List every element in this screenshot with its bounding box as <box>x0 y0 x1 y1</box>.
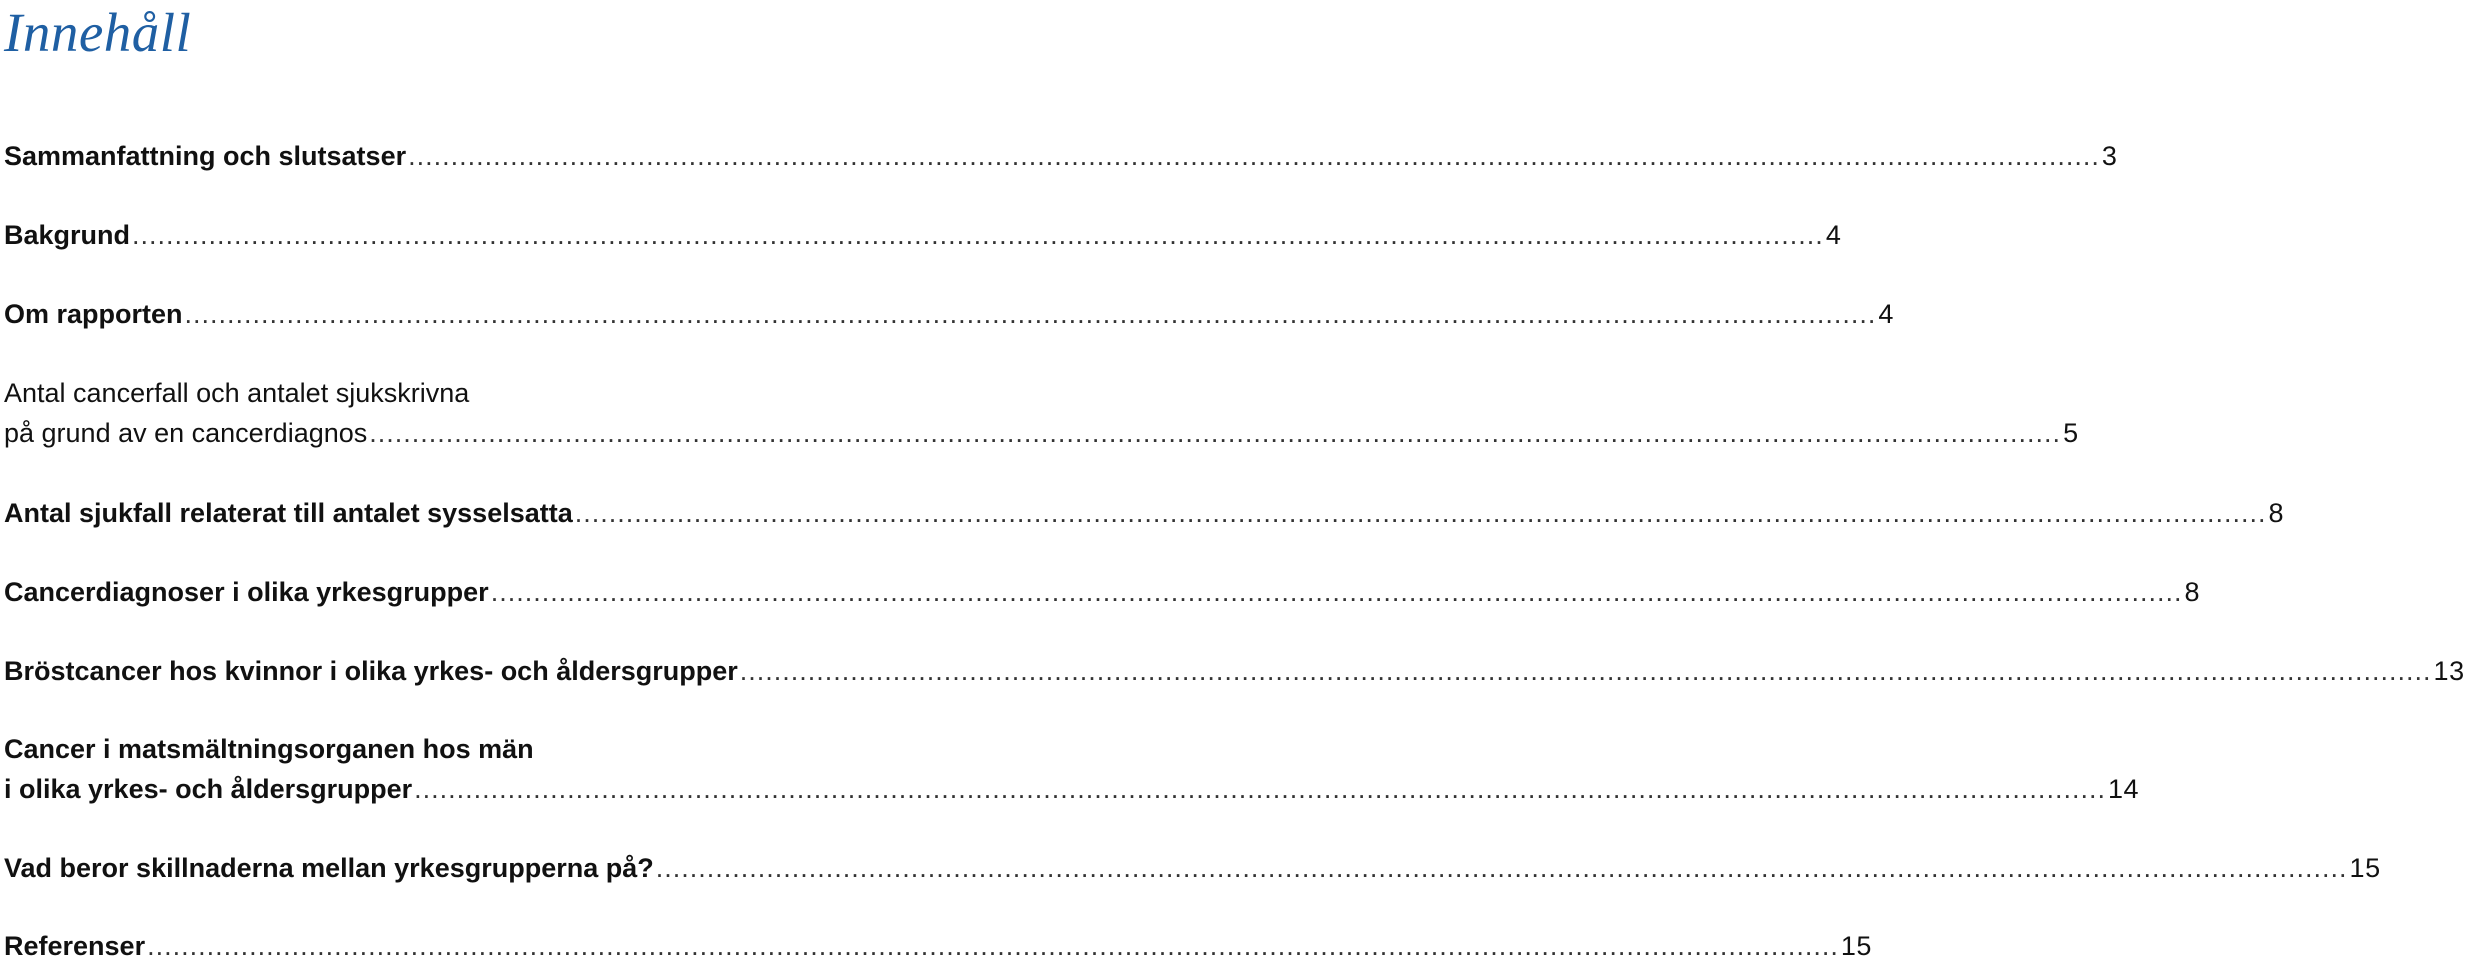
toc-page-number: 15 <box>1840 931 1872 961</box>
toc-page-number: 13 <box>2433 656 2465 686</box>
toc-entry-title: Antal cancerfall och antalet sjukskrivna <box>4 378 470 408</box>
toc-entry-bakgrund[interactable] <box>4 215 1842 255</box>
toc-entry-title: Sammanfattning och slutsatser <box>4 141 407 171</box>
toc-page-number: 15 <box>2349 853 2381 883</box>
toc-entry-cancerdiagnoser[interactable] <box>4 572 2201 612</box>
toc-entry-title: Bakgrund <box>4 220 131 250</box>
toc-page-number: 14 <box>2107 774 2139 804</box>
page-title: Innehåll <box>4 2 192 63</box>
toc-entry-title-continued: på grund av en cancerdiagnos <box>4 418 368 448</box>
toc-entry-title: Cancerdiagnoser i olika yrkesgrupper <box>4 577 489 607</box>
toc-page-number: 3 <box>2101 141 2118 171</box>
dot-leader: ....................................................................................................................................................................................................... <box>655 853 2348 883</box>
toc-entry-antal-sjukfall[interactable] <box>4 493 2285 533</box>
toc-entry-om-rapporten[interactable] <box>4 294 1894 334</box>
dot-leader: ....................................................................................................................................................................................................... <box>408 141 2100 171</box>
toc-page-number: 4 <box>1825 220 1842 250</box>
toc-entry-title: Bröstcancer hos kvinnor i olika yrkes- och åldersgrupper <box>4 656 738 686</box>
toc-entry-sammanfattning[interactable] <box>4 136 2118 176</box>
toc-entry-vad-beror[interactable] <box>4 848 2381 888</box>
toc-entry-title-continued: i olika yrkes- och åldersgrupper <box>4 774 413 804</box>
toc-entry-title: Vad beror skillnaderna mellan yrkesgrupperna på? <box>4 853 654 883</box>
toc-page-number: 8 <box>2184 577 2201 607</box>
toc-entry-cancer-matsmaltning[interactable] <box>4 729 2139 809</box>
toc-entry-title: Om rapporten <box>4 299 183 329</box>
dot-leader: ....................................................................................................................................................................................................... <box>184 299 1877 329</box>
toc-entry-referenser[interactable] <box>4 926 1872 966</box>
toc-entry-title: Referenser <box>4 931 146 961</box>
dot-leader: ....................................................................................................................................................................................................... <box>369 418 2062 448</box>
dot-leader: ....................................................................................................................................................................................................... <box>147 931 1839 961</box>
dot-leader: ....................................................................................................................................................................................................... <box>490 577 2183 607</box>
toc-entry-brostcancer[interactable] <box>4 651 2465 691</box>
dot-leader: ....................................................................................................................................................................................................... <box>132 220 1824 250</box>
dot-leader: ....................................................................................................................................................................................................... <box>414 774 2106 804</box>
toc-entry-title: Cancer i matsmältningsorganen hos män <box>4 734 534 764</box>
toc-page-number: 5 <box>2063 418 2079 448</box>
dot-leader: ....................................................................................................................................................................................................... <box>574 498 2267 528</box>
toc-entry-title: Antal sjukfall relaterat till antalet sysselsatta <box>4 498 573 528</box>
toc-page-number: 4 <box>1878 299 1894 329</box>
toc-entry-antal-cancerfall[interactable] <box>4 373 2079 453</box>
toc-page-number: 8 <box>2268 498 2285 528</box>
dot-leader: ....................................................................................................................................................................................................... <box>739 656 2432 686</box>
